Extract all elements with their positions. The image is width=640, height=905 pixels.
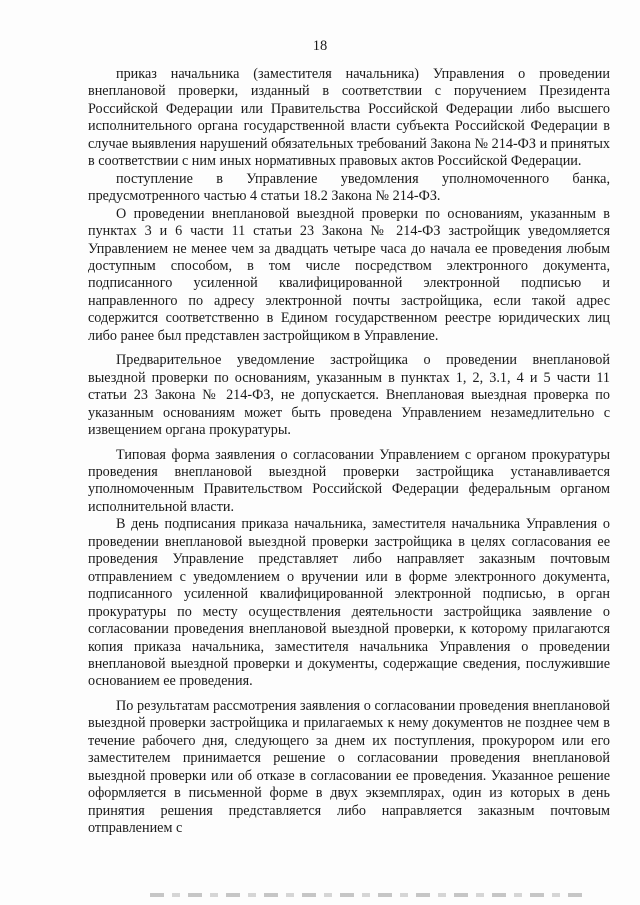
page-number: 18 — [312, 38, 328, 54]
paragraph-standard-form: Типовая форма заявления о согласовании Управлением с органом прокуратуры проведения внеплановой выездной проверки застройщика устанавливается уполномоченным Правительством Российской Федерации федеральным органом исполнительной власти. — [88, 446, 610, 515]
paragraph-prior-notice: Предварительное уведомление застройщика о проведении внеплановой выездной проверки по основаниям, указанным в пунктах 1, 2, 3.1, 4 и 5 части 11 статьи 23 Закона № 214-ФЗ, не допускается. Внеплановая выездная проверка по указанным основаниям может быть проведена Управлением незамедлительно с извещением органа прокуратуры. — [88, 352, 610, 439]
document-body — [88, 66, 610, 837]
paragraph-order-basis: приказ начальника (заместителя начальника) Управления о проведении внеплановой проверки, изданный в соответствии с поручением Президента Российской Федерации или Правительства Российской Федерации либо высшего исполнительного органа государственной власти субъекта Российской Федерации в случае выявления нарушений обязательных требований Закона № 214-ФЗ и принятых в соответствии с ним иных нормативных правовых актов Российской Федерации. — [88, 66, 610, 170]
paragraph-approval-request: В день подписания приказа начальника, заместителя начальника Управления о проведении внеплановой выездной проверки застройщика в целях согласования ее проведения Управление представляет либо направляет заказным почтовым отправлением с уведомлением о вручении или в форме электронного документа, подписанного усиленной квалифицированной электронной подписью, в орган прокуратуры по месту осуществления деятельности застройщика заявление о согласовании проведения внеплановой выездной проверки, к которому прилагаются копия приказа начальника, заместителя начальника Управления о проведении внеплановой выездной проверки и документы, содержащие сведения, послужившие основанием ее проведения. — [88, 516, 610, 690]
paragraph-bank-notice: поступление в Управление уведомления уполномоченного банка, предусмотренного частью 4 статьи 18.2 Закона № 214-ФЗ. — [88, 170, 610, 205]
paragraph-approval-decision: По результатам рассмотрения заявления о согласовании проведения внеплановой выездной проверки застройщика и прилагаемых к нему документов не позднее чем в течение рабочего дня, следующего за днем их поступления, прокурором или его заместителем принимается решение о согласовании проведения внеплановой выездной проверки или об отказе в согласовании ее проведения. Указанное решение оформляется в письменной форме в двух экземплярах, один из которых в день принятия решения представляется либо направляется заказным почтовым отправлением с — [88, 697, 610, 837]
paragraph-notification-developer: О проведении внеплановой выездной проверки по основаниям, указанным в пунктах 3 и 6 части 11 статьи 23 Закона № 214-ФЗ застройщик уведомляется Управлением не менее чем за двадцать четыре часа до начала ее проведения любым доступным способом, в том числе посредством электронного документа, подписанного усиленной квалифицированной электронной подписью и направленного по адресу электронной почты застройщика, если такой адрес содержится соответственно в Едином государственном реестре юридических лиц либо ранее был представлен застройщиком в Управление. — [88, 205, 610, 344]
scan-artifact-line — [150, 893, 590, 897]
